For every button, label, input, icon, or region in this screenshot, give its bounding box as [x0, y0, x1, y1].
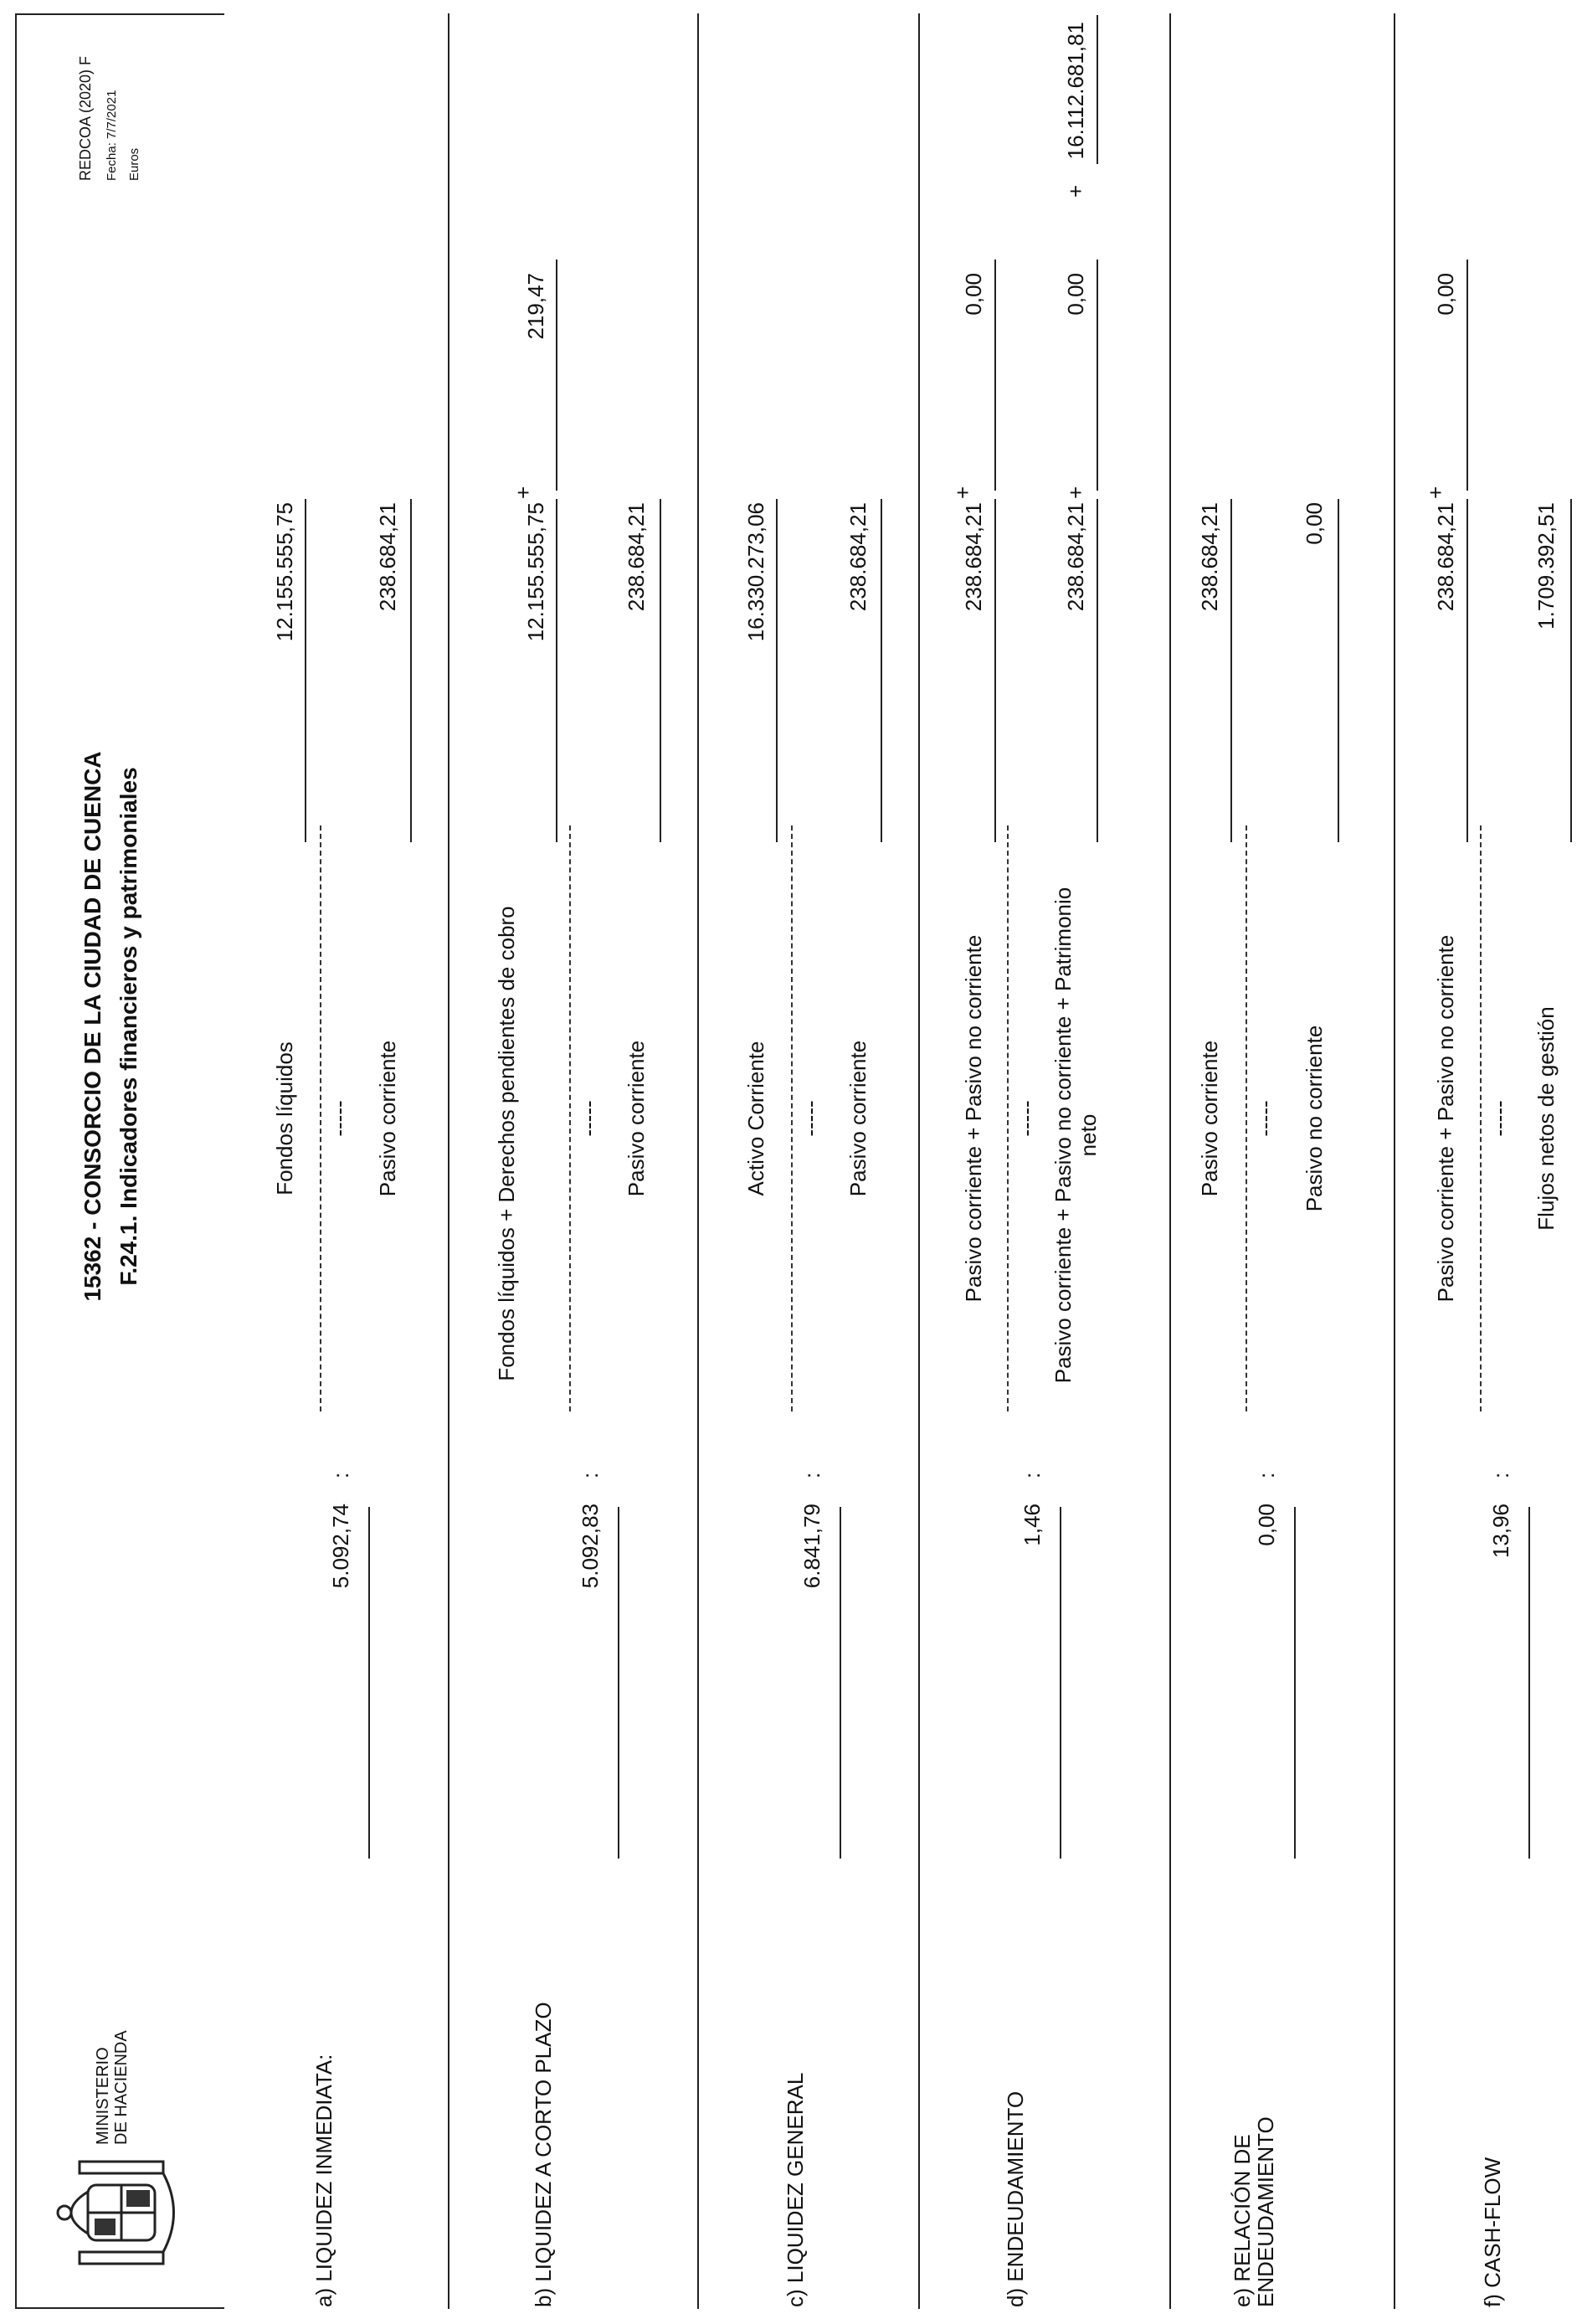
- denominator-value-3: 16.112.681,81: [1063, 22, 1088, 160]
- row-divider: [918, 13, 920, 2309]
- colon: :: [1020, 1472, 1045, 1478]
- indicator-label: e) RELACIÓN DE ENDEUDAMIENTO: [1230, 2116, 1278, 2307]
- ministry-name: [94, 2030, 131, 2145]
- plus-sign: +: [1063, 184, 1088, 198]
- numerator-value-underline: [776, 499, 778, 842]
- denominator-value-underline: [1097, 15, 1098, 164]
- separator: -----: [1014, 1100, 1039, 1137]
- denominator-value-1: 0,00: [1302, 502, 1327, 545]
- numerator-value-2: 0,00: [961, 273, 986, 316]
- denominator-value-underline: [1097, 499, 1098, 842]
- denominator-value-1: 238.684,21: [375, 502, 400, 612]
- numerator-value-1: 238.684,21: [1433, 502, 1458, 612]
- denominator-label: Pasivo corriente: [375, 1040, 400, 1197]
- numerator-value-1: 12.155.555,75: [272, 502, 297, 642]
- numerator-value-underline: [994, 499, 996, 842]
- plus-sign: +: [1423, 486, 1448, 499]
- colon: :: [1488, 1472, 1513, 1478]
- separator: -----: [326, 1100, 352, 1137]
- denominator-value-underline: [881, 499, 882, 842]
- numerator-label: Pasivo corriente: [1197, 1040, 1222, 1197]
- colon: :: [578, 1472, 603, 1478]
- numerator-value-1: 238.684,21: [1197, 502, 1222, 612]
- numerator-value-1: 238.684,21: [961, 502, 986, 612]
- report-title: 15362 - CONSORCIO DE LA CIUDAD DE CUENCA: [80, 751, 105, 1302]
- numerator-value-1: 12.155.555,75: [523, 502, 548, 642]
- separator: -----: [798, 1100, 823, 1137]
- plus-sign: +: [1063, 486, 1088, 499]
- fraction-line: [1246, 825, 1247, 1411]
- fraction-line: [791, 825, 793, 1411]
- result-underline: [1060, 1507, 1061, 1859]
- denominator-value-underline: [1338, 499, 1339, 842]
- numerator-value-underline: [556, 499, 557, 842]
- result-underline: [618, 1507, 619, 1859]
- numerator-label: Pasivo corriente + Pasivo no corriente: [1433, 934, 1458, 1303]
- fraction-line: [1007, 825, 1009, 1411]
- plus-sign: +: [950, 486, 975, 499]
- left-border-line: [15, 2307, 224, 2309]
- denominator-value-underline: [410, 499, 412, 842]
- numerator-value-underline: [994, 260, 996, 491]
- numerator-label: Fondos líquidos + Derechos pendientes de cobro: [494, 906, 519, 1381]
- numerator-value-1: 16.330.273,06: [743, 502, 768, 642]
- denominator-value-2: 0,00: [1063, 273, 1088, 316]
- numerator-label: Activo Corriente: [743, 1041, 768, 1196]
- result-underline: [840, 1507, 841, 1859]
- numerator-value-underline: [305, 499, 306, 842]
- indicator-label: a) LIQUIDEZ INMEDIATA:: [311, 2054, 336, 2307]
- indicator-result: 13,96: [1488, 1504, 1513, 1559]
- result-underline: [1528, 1507, 1530, 1859]
- denominator-label: Pasivo corriente: [624, 1040, 649, 1197]
- numerator-label: Pasivo corriente + Pasivo no corriente: [961, 934, 986, 1303]
- numerator-value-underline: [1230, 499, 1232, 842]
- indicator-label: d) ENDEUDAMIENTO: [1003, 2090, 1028, 2307]
- ministry-line-1: MINISTERIO: [94, 2047, 112, 2145]
- fraction-line: [1480, 825, 1482, 1411]
- indicator-result: 6.841,79: [799, 1504, 824, 1589]
- report-code: REDCOA (2020) F: [77, 55, 94, 181]
- colon: :: [799, 1472, 824, 1478]
- numerator-value-2: 0,00: [1433, 273, 1458, 316]
- denominator-value-underline: [1570, 499, 1572, 842]
- denominator-value-1: 1.709.392,51: [1533, 502, 1559, 630]
- indicator-label: f) CASH-FLOW: [1480, 2157, 1505, 2307]
- numerator-label: Fondos líquidos: [272, 1041, 297, 1195]
- separator: -----: [576, 1100, 601, 1137]
- indicator-result: 5.092,83: [578, 1504, 603, 1589]
- row-divider: [697, 13, 699, 2309]
- denominator-value-1: 238.684,21: [624, 502, 649, 612]
- separator: -----: [1487, 1100, 1512, 1137]
- top-border-line: [15, 13, 17, 2309]
- indicator-result: 0,00: [1254, 1504, 1279, 1546]
- fraction-line: [569, 825, 571, 1411]
- row-divider: [1394, 13, 1395, 2309]
- coat-of-arms-logo: [46, 2150, 188, 2275]
- indicator-label: b) LIQUIDEZ A CORTO PLAZO: [531, 2002, 556, 2307]
- indicator-label: c) LIQUIDEZ GENERAL: [783, 2072, 808, 2307]
- numerator-value-2: 219,47: [523, 273, 548, 340]
- separator: -----: [1252, 1100, 1277, 1137]
- row-divider: [448, 13, 449, 2309]
- colon: :: [328, 1472, 353, 1478]
- fraction-line: [320, 825, 321, 1411]
- denominator-label: Flujos netos de gestión: [1533, 1006, 1559, 1231]
- denominator-value-1: 238.684,21: [1063, 502, 1088, 612]
- denominator-value-underline: [1097, 260, 1098, 491]
- row-divider: [1169, 13, 1171, 2309]
- denominator-label: Pasivo corriente: [845, 1040, 871, 1197]
- right-border-line: [15, 13, 224, 15]
- denominator-value-1: 238.684,21: [845, 502, 871, 612]
- colon: :: [1254, 1472, 1279, 1478]
- report-subtitle: F.24.1. Indicadores financieros y patrimoniales: [116, 767, 141, 1286]
- report-currency: Euros: [127, 147, 141, 181]
- numerator-value-underline: [556, 260, 557, 491]
- numerator-value-underline: [1466, 260, 1468, 491]
- indicator-result: 1,46: [1020, 1504, 1045, 1546]
- numerator-value-underline: [1466, 499, 1468, 842]
- denominator-label: Pasivo corriente + Pasivo no corriente + Patrimonio neto: [1050, 887, 1101, 1384]
- result-underline: [1294, 1507, 1296, 1859]
- indicator-result: 5.092,74: [328, 1504, 353, 1589]
- denominator-label: Pasivo no corriente: [1302, 1025, 1327, 1212]
- result-underline: [368, 1507, 370, 1859]
- report-date: Fecha: 7/7/2021: [105, 90, 119, 181]
- ministry-line-2: DE HACIENDA: [112, 2030, 131, 2145]
- plus-sign: +: [511, 486, 536, 499]
- denominator-value-underline: [660, 499, 661, 842]
